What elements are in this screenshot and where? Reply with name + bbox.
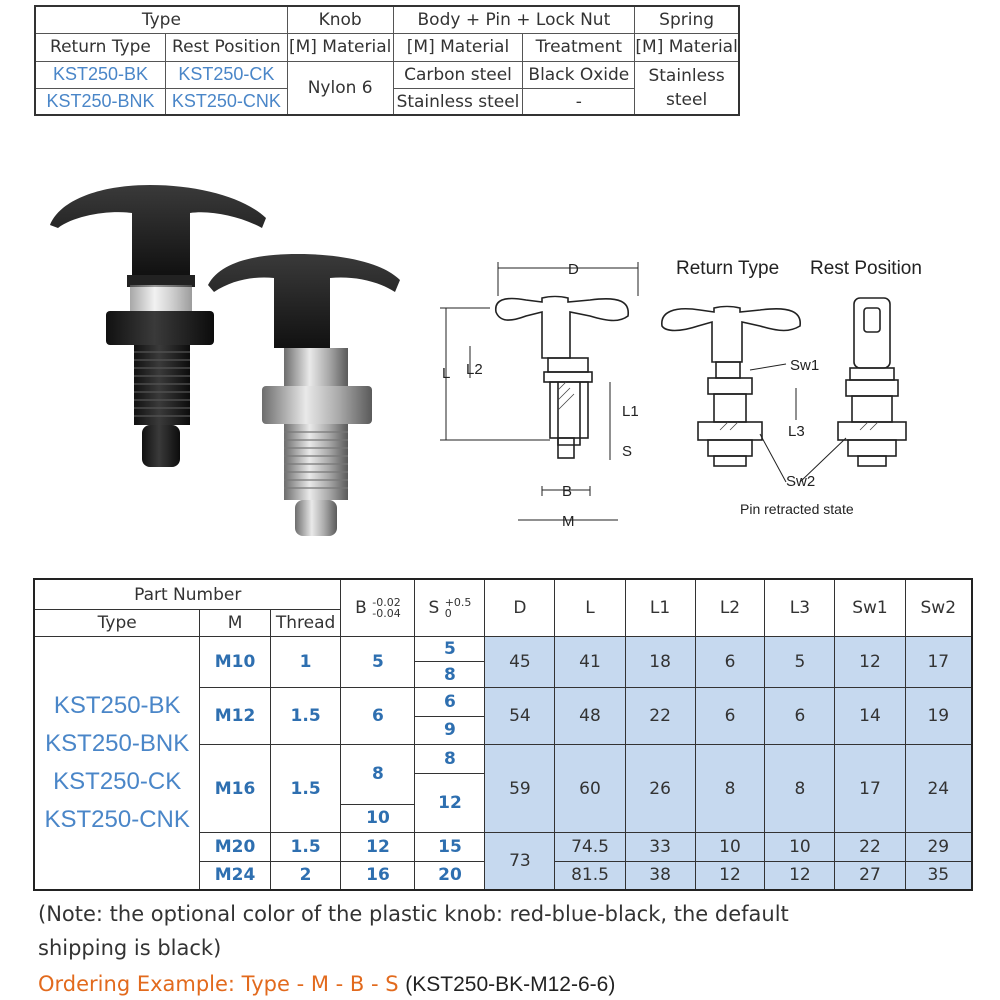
m12-L: 48 bbox=[555, 687, 625, 744]
header-Sw2: Sw2 bbox=[905, 579, 972, 636]
subheader-body-material: [M] Material bbox=[393, 34, 523, 62]
dim-D: D bbox=[568, 261, 579, 278]
header-L2: L2 bbox=[695, 579, 765, 636]
m24-L2: 12 bbox=[695, 861, 765, 890]
black-plunger-image bbox=[50, 185, 266, 467]
subheader-knob-material: [M] Material bbox=[287, 34, 393, 62]
header-Sw1: Sw1 bbox=[835, 579, 905, 636]
m10-L: 41 bbox=[555, 636, 625, 687]
dim-M: M bbox=[562, 513, 575, 530]
spring-material-value: Stainless steel bbox=[635, 61, 739, 115]
title-rest-position: Rest Position bbox=[810, 258, 922, 279]
m12-Sw2: 19 bbox=[905, 687, 972, 744]
return-type-bk: KST250-BK bbox=[35, 61, 165, 89]
m20-L1: 33 bbox=[625, 833, 695, 862]
header-part-number: Part Number bbox=[34, 579, 341, 610]
header-type: Type bbox=[35, 6, 287, 34]
m16-Sw1: 17 bbox=[835, 745, 905, 833]
m12-B: 6 bbox=[341, 687, 415, 744]
header-S-label: S bbox=[428, 597, 440, 618]
m20-L3: 10 bbox=[765, 833, 835, 862]
header-M: M bbox=[200, 610, 270, 637]
pin-retracted-caption: Pin retracted state bbox=[740, 501, 854, 517]
m16-size: M16 bbox=[200, 745, 270, 833]
header-body: Body + Pin + Lock Nut bbox=[393, 6, 635, 34]
technical-drawing bbox=[430, 250, 990, 540]
header-L3: L3 bbox=[765, 579, 835, 636]
header-L: L bbox=[555, 579, 625, 636]
subheader-rest-position: Rest Position bbox=[165, 34, 287, 62]
ordering-example bbox=[38, 972, 615, 997]
header-type: Type bbox=[34, 610, 200, 637]
subheader-treatment: Treatment bbox=[523, 34, 635, 62]
header-L1: L1 bbox=[625, 579, 695, 636]
dim-L3: L3 bbox=[788, 423, 805, 440]
m20-S: 15 bbox=[415, 833, 485, 862]
m20-size: M20 bbox=[200, 833, 270, 862]
m10-L1: 18 bbox=[625, 636, 695, 687]
dim-L2: L2 bbox=[466, 361, 483, 378]
body-material-carbon: Carbon steel bbox=[393, 61, 523, 89]
m12-thread: 1.5 bbox=[270, 687, 341, 744]
header-D: D bbox=[485, 579, 555, 636]
treatment-none: - bbox=[523, 89, 635, 116]
m16-L2: 8 bbox=[695, 745, 765, 833]
m16-L3: 8 bbox=[765, 745, 835, 833]
m10-Sw1: 12 bbox=[835, 636, 905, 687]
note-line-2: shipping is black) bbox=[38, 936, 222, 960]
m20-m24-D: 73 bbox=[485, 833, 555, 890]
type-cnk: KST250-CNK bbox=[44, 805, 190, 833]
m12-L2: 6 bbox=[695, 687, 765, 744]
m10-size: M10 bbox=[200, 636, 270, 687]
m24-Sw2: 35 bbox=[905, 861, 972, 890]
m20-L2: 10 bbox=[695, 833, 765, 862]
m24-L1: 38 bbox=[625, 861, 695, 890]
stainless-plunger-image bbox=[208, 254, 400, 536]
title-return-type: Return Type bbox=[676, 258, 780, 279]
header-B-tol-up: -0.02 bbox=[372, 595, 401, 609]
m24-L: 81.5 bbox=[555, 861, 625, 890]
type-bk: KST250-BK bbox=[53, 691, 181, 719]
treatment-black-oxide: Black Oxide bbox=[523, 61, 635, 89]
dim-Sw2: Sw2 bbox=[786, 473, 816, 490]
m24-size: M24 bbox=[200, 861, 270, 890]
m20-thread: 1.5 bbox=[270, 833, 341, 862]
m16-thread: 1.5 bbox=[270, 745, 341, 833]
m12-D: 54 bbox=[485, 687, 555, 744]
note-line-1: (Note: the optional color of the plastic knob: red-blue-black, the default bbox=[38, 902, 789, 926]
m20-L: 74.5 bbox=[555, 833, 625, 862]
m12-L1: 22 bbox=[625, 687, 695, 744]
subheader-return-type: Return Type bbox=[35, 34, 165, 62]
m10-B: 5 bbox=[341, 636, 415, 687]
m12-Sw1: 14 bbox=[835, 687, 905, 744]
m10-Sw2: 17 bbox=[905, 636, 972, 687]
m16-S1: 8 bbox=[415, 745, 485, 774]
dim-Sw1: Sw1 bbox=[790, 357, 820, 374]
m20-Sw1: 22 bbox=[835, 833, 905, 862]
m10-S1: 5 bbox=[415, 636, 485, 662]
m12-L3: 6 bbox=[765, 687, 835, 744]
m24-thread: 2 bbox=[270, 861, 341, 890]
body-material-stainless: Stainless steel bbox=[393, 89, 523, 116]
type-bnk: KST250-BNK bbox=[45, 729, 190, 757]
knob-material-value: Nylon 6 bbox=[287, 61, 393, 115]
header-spring: Spring bbox=[635, 6, 739, 34]
m24-B: 16 bbox=[341, 861, 415, 890]
m10-L2: 6 bbox=[695, 636, 765, 687]
dim-L1: L1 bbox=[622, 403, 639, 420]
type-list bbox=[34, 636, 200, 890]
ordering-code: (KST250-BK-M12-6-6) bbox=[405, 973, 616, 996]
dim-L: L bbox=[442, 365, 451, 382]
m16-L: 60 bbox=[555, 745, 625, 833]
header-B-label: B bbox=[355, 597, 367, 618]
m16-S2: 12 bbox=[415, 773, 485, 832]
m20-B: 12 bbox=[341, 833, 415, 862]
type-ck: KST250-CK bbox=[53, 767, 182, 795]
m16-B1: 8 bbox=[341, 745, 415, 804]
header-B bbox=[341, 579, 415, 636]
spec-table bbox=[33, 578, 973, 891]
subheader-spring-material: [M] Material bbox=[635, 34, 739, 62]
m10-L3: 5 bbox=[765, 636, 835, 687]
m16-L1: 26 bbox=[625, 745, 695, 833]
rest-position-cnk: KST250-CNK bbox=[165, 89, 287, 116]
m12-S2: 9 bbox=[415, 716, 485, 745]
m20-Sw2: 29 bbox=[905, 833, 972, 862]
product-photo bbox=[40, 180, 450, 540]
header-S-tol-up: +0.5 bbox=[444, 595, 472, 609]
m10-S2: 8 bbox=[415, 662, 485, 688]
header-thread: Thread bbox=[270, 610, 341, 637]
return-type-bnk: KST250-BNK bbox=[35, 89, 165, 116]
header-S bbox=[415, 579, 485, 636]
m24-S: 20 bbox=[415, 861, 485, 890]
dim-S: S bbox=[622, 443, 633, 460]
m16-Sw2: 24 bbox=[905, 745, 972, 833]
m16-D: 59 bbox=[485, 745, 555, 833]
rest-position-ck: KST250-CK bbox=[165, 61, 287, 89]
m12-S1: 6 bbox=[415, 687, 485, 716]
header-S-tol-down: 0 bbox=[444, 606, 452, 620]
m16-B2: 10 bbox=[341, 804, 415, 833]
dim-B: B bbox=[562, 483, 573, 500]
m12-size: M12 bbox=[200, 687, 270, 744]
header-knob: Knob bbox=[287, 6, 393, 34]
m10-D: 45 bbox=[485, 636, 555, 687]
material-table bbox=[34, 5, 740, 116]
m24-L3: 12 bbox=[765, 861, 835, 890]
ordering-label: Ordering Example: Type - M - B - S bbox=[38, 972, 399, 996]
m10-thread: 1 bbox=[270, 636, 341, 687]
header-B-tol-down: -0.04 bbox=[372, 606, 401, 620]
m24-Sw1: 27 bbox=[835, 861, 905, 890]
